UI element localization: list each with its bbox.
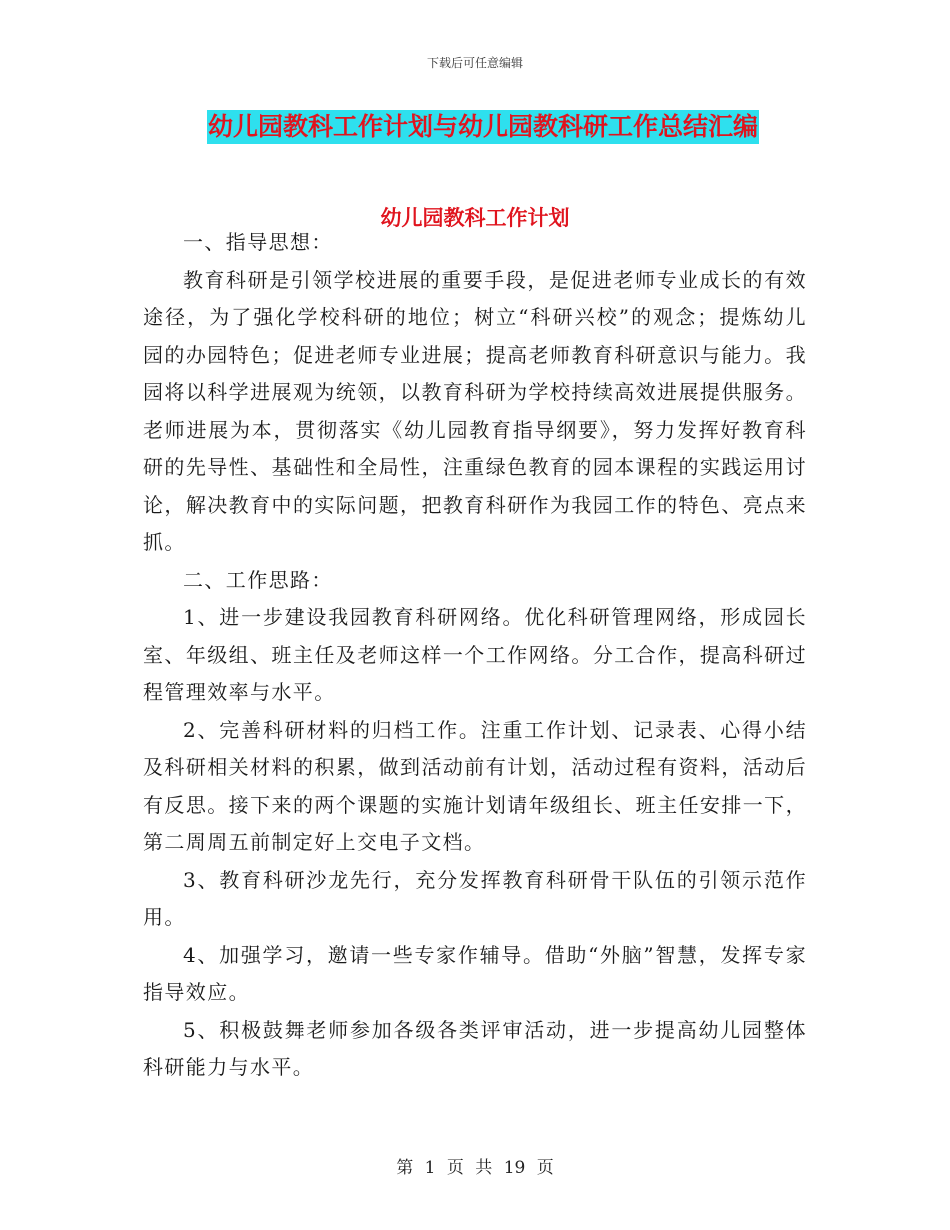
header-note: 下载后可任意编辑 bbox=[426, 56, 523, 70]
paragraph: 4、加强学习，邀请一些专家作辅导。借助“外脑”智慧，发挥专家指导效应。 bbox=[143, 942, 807, 1004]
document-body bbox=[143, 224, 807, 1087]
section-title: 幼儿园教科工作计划 bbox=[380, 206, 570, 230]
heading-guiding-thought: 一、指导思想： bbox=[183, 230, 333, 254]
paragraph: 教育科研是引领学校进展的重要手段，是促进老师专业成长的有效途径，为了强化学校科研的地位；树立“科研兴校”的观念；提炼幼儿园的办园特色；促进老师专业进展；提高老师教育科研意识与能力。我园将以科学进展观为统领，以教育科研为学校持续高效进展提供服务。老师进展为本，贯彻落实《幼儿园教育指导纲要》，努力发挥好教育科研的先导性、基础性和全局性，注重绿色教育的园本课程的实践运用讨论，解决教育中的实际问题，把教育科研作为我园工作的特色、亮点来抓。 bbox=[143, 267, 807, 554]
heading-work-approach: 二、工作思路： bbox=[183, 567, 333, 592]
paragraph: 1、进一步建设我园教育科研网络。优化科研管理网络，形成园长室、年级组、班主任及老师这样一个工作网络。分工合作，提高科研过程管理效率与水平。 bbox=[143, 605, 807, 704]
paragraph: 2、完善科研材料的归档工作。注重工作计划、记录表、心得小结及科研相关材料的积累，做到活动前有计划，活动过程有资料，活动后有反思。接下来的两个课题的实施计划请年级组长、班主任安排一下，第二周周五前制定好上交电子文档。 bbox=[143, 717, 807, 854]
paragraph: 3、教育科研沙龙先行，充分发挥教育科研骨干队伍的引领示范作用。 bbox=[143, 867, 807, 929]
page-number: 第 1 页 共 19 页 bbox=[396, 1158, 554, 1178]
document-title: 幼儿园教科工作计划与幼儿园教科研工作总结汇编 bbox=[207, 110, 759, 144]
paragraph: 5、积极鼓舞老师参加各级各类评审活动，进一步提高幼儿园整体科研能力与水平。 bbox=[143, 1017, 807, 1079]
